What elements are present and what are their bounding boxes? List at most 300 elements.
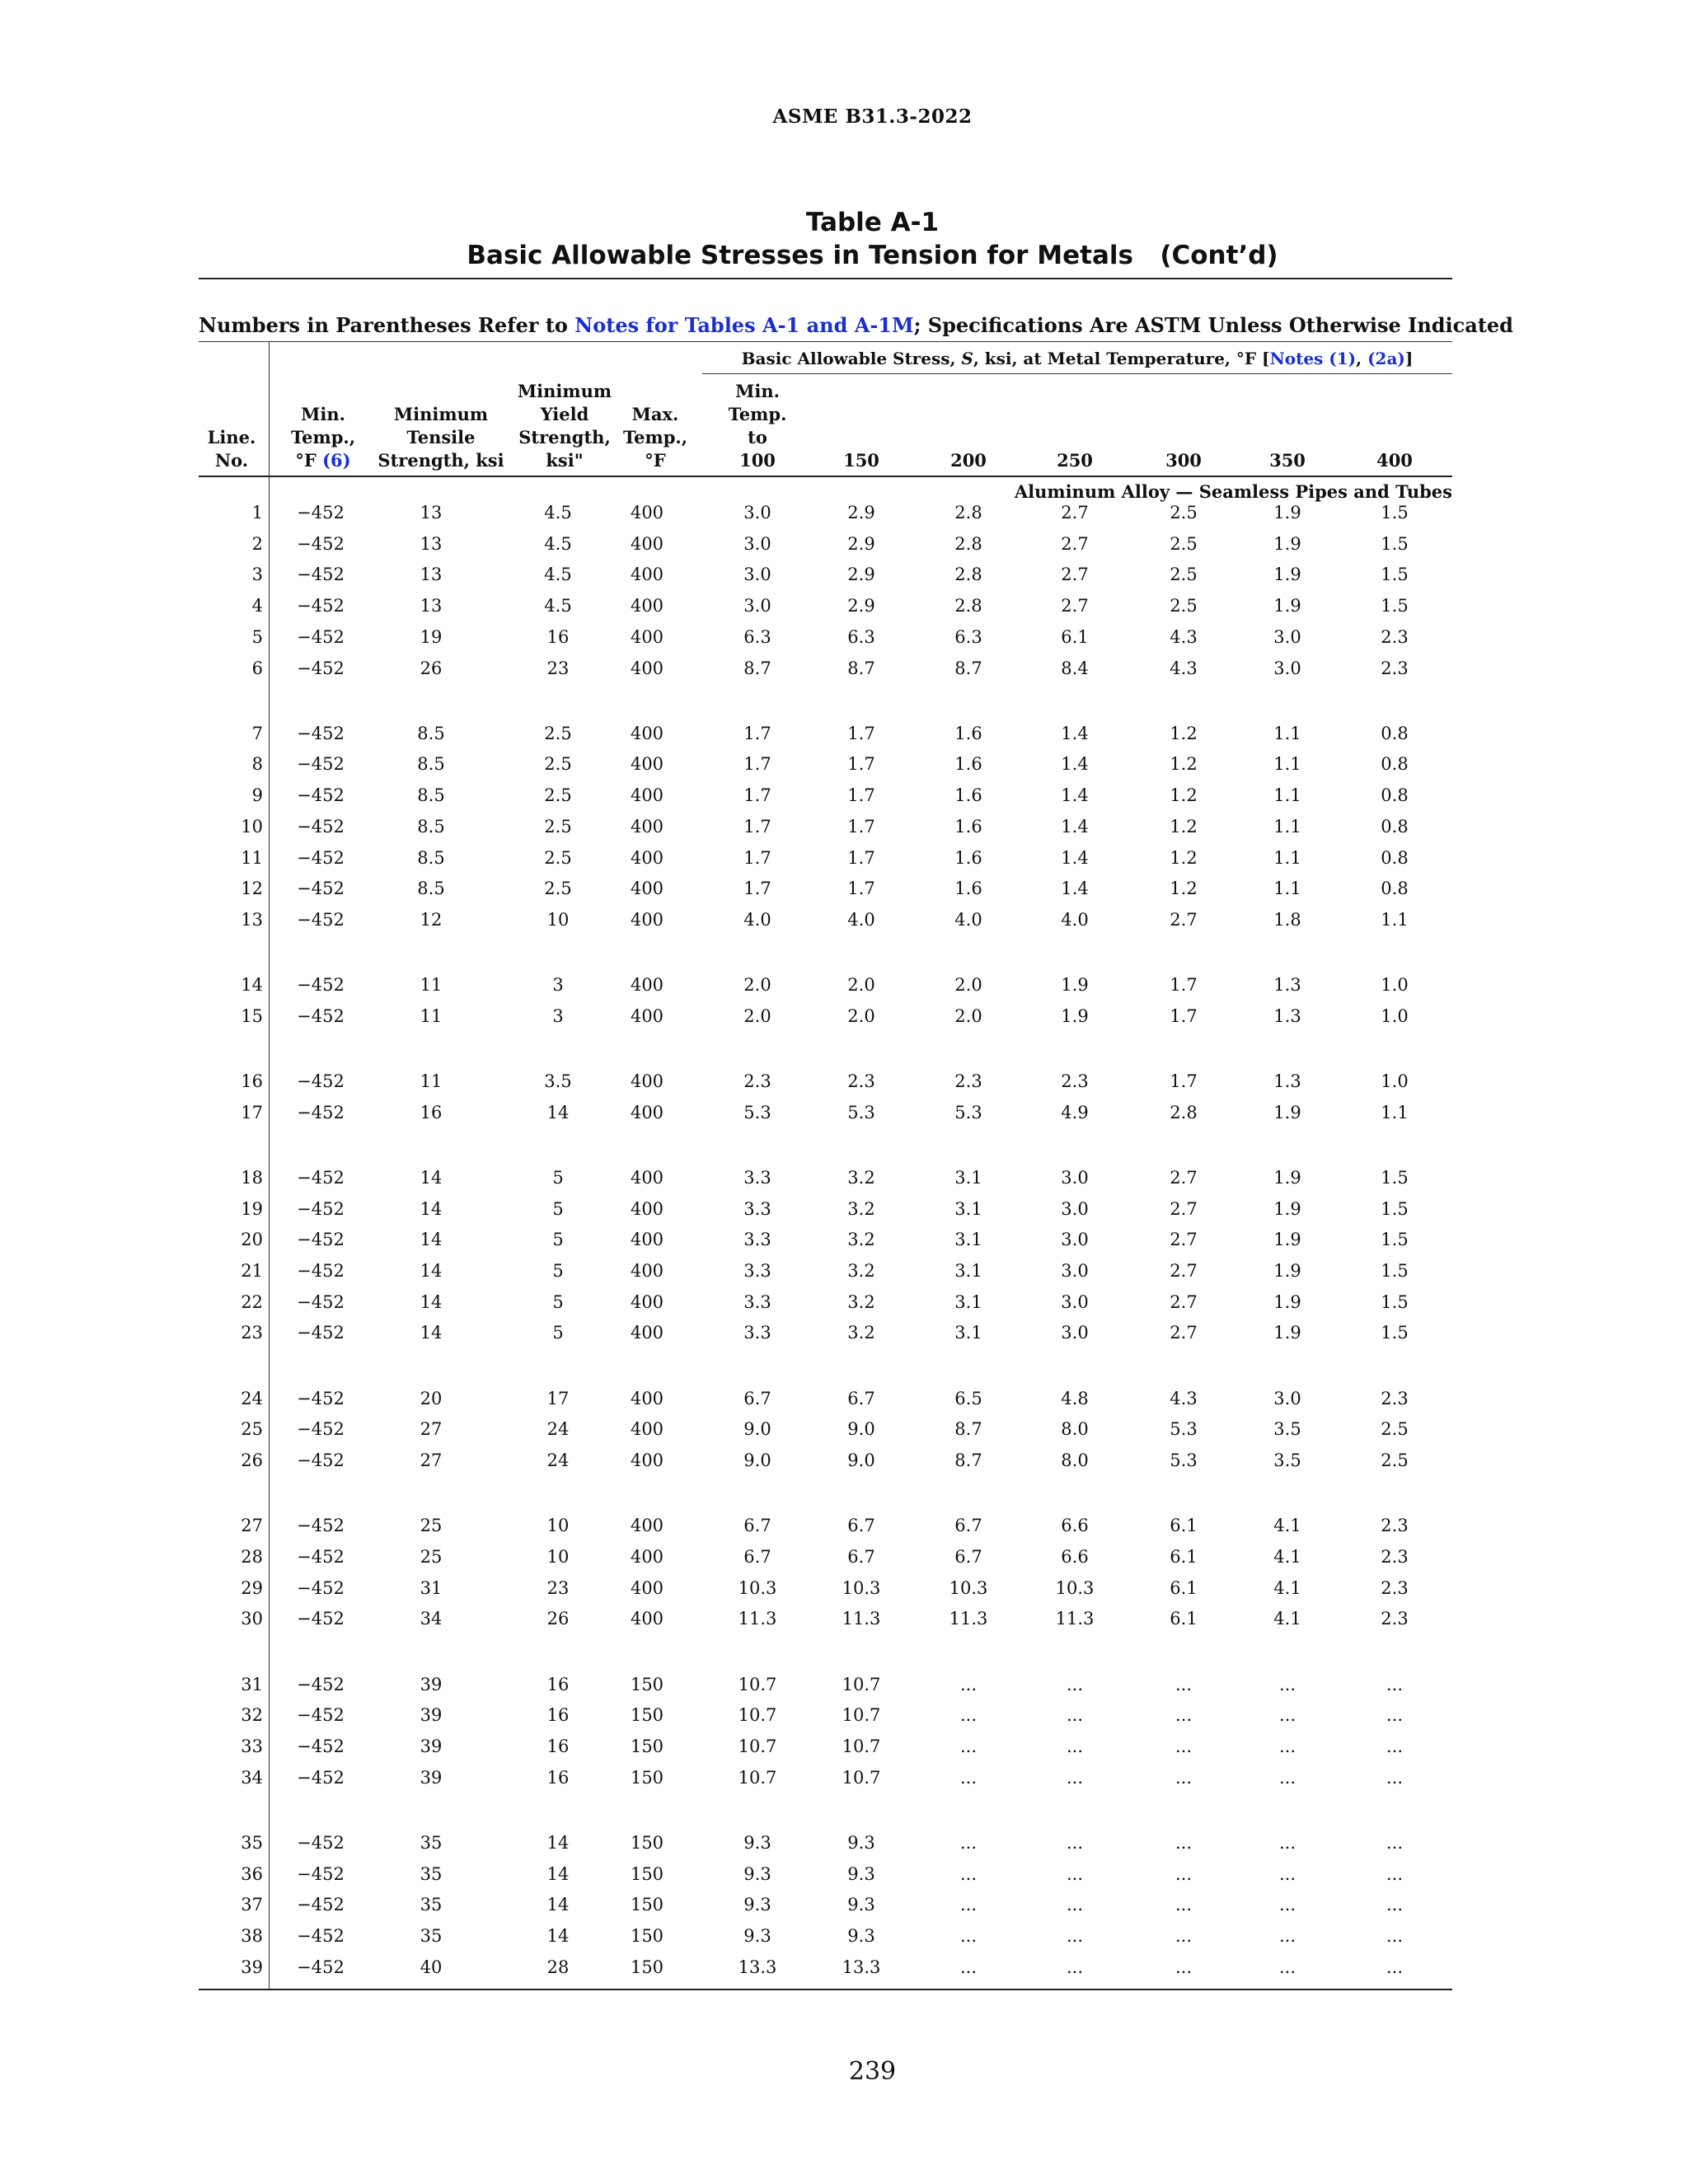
cell-t100: 2.3 bbox=[743, 1071, 771, 1091]
cell-line-no: 27 bbox=[241, 1516, 263, 1535]
cell-t200: 1.6 bbox=[954, 785, 982, 805]
cell-yield: 5 bbox=[552, 1230, 564, 1249]
cell-min-temp: −452 bbox=[297, 724, 345, 743]
table-row bbox=[0, 1163, 1688, 1193]
cell-t100: 1.7 bbox=[743, 785, 771, 805]
cell-t400: 1.5 bbox=[1381, 1292, 1409, 1312]
cell-t100: 10.7 bbox=[738, 1705, 777, 1725]
cell-t100: 9.3 bbox=[743, 1895, 771, 1915]
cell-t350: ... bbox=[1278, 1675, 1296, 1694]
cell-t350: 4.1 bbox=[1273, 1516, 1301, 1535]
table-caption bbox=[0, 239, 1688, 272]
cell-t100: 3.3 bbox=[743, 1230, 771, 1249]
cell-t350: 1.1 bbox=[1273, 785, 1301, 805]
cell-t250: 2.3 bbox=[1061, 1071, 1089, 1091]
cell-t300: 5.3 bbox=[1170, 1451, 1198, 1470]
cell-min-temp: −452 bbox=[297, 910, 345, 930]
cell-t150: 2.9 bbox=[847, 565, 875, 584]
cell-t200: 3.1 bbox=[954, 1292, 982, 1312]
table-row bbox=[0, 1952, 1688, 1982]
cell-min-temp: −452 bbox=[297, 627, 345, 647]
cell-min-temp: −452 bbox=[297, 1864, 345, 1884]
cell-yield: 10 bbox=[546, 1516, 570, 1535]
cell-t200: 8.7 bbox=[954, 1419, 982, 1439]
cell-tensile: 8.5 bbox=[417, 754, 445, 774]
cell-t250: 1.4 bbox=[1061, 754, 1089, 774]
cell-t150: 6.3 bbox=[847, 627, 875, 647]
cell-t150: 10.7 bbox=[842, 1768, 881, 1788]
cell-t150: 1.7 bbox=[847, 879, 875, 898]
cell-t150: 3.2 bbox=[847, 1323, 875, 1343]
cell-t250: 6.1 bbox=[1061, 627, 1089, 647]
bas-post: ] bbox=[1404, 349, 1414, 368]
cell-max-temp: 150 bbox=[630, 1736, 664, 1756]
cell-max-temp: 400 bbox=[630, 724, 664, 743]
cell-t400: ... bbox=[1386, 1705, 1404, 1725]
cell-line-no: 16 bbox=[241, 1071, 263, 1091]
cell-max-temp: 400 bbox=[630, 1547, 664, 1567]
cell-yield: 16 bbox=[546, 627, 570, 647]
cell-yield: 16 bbox=[546, 1768, 570, 1788]
cell-t350: 1.9 bbox=[1273, 1230, 1301, 1249]
cell-t250: 1.4 bbox=[1061, 848, 1089, 868]
cell-t150: 2.0 bbox=[847, 975, 875, 995]
cell-min-temp: −452 bbox=[297, 1768, 345, 1788]
cell-line-no: 20 bbox=[241, 1230, 263, 1249]
cell-t250: 11.3 bbox=[1055, 1609, 1095, 1629]
cell-t300: 2.7 bbox=[1170, 1261, 1198, 1281]
cell-tensile: 35 bbox=[420, 1926, 443, 1946]
cell-yield: 14 bbox=[546, 1895, 570, 1915]
cell-line-no: 37 bbox=[241, 1895, 263, 1915]
cell-t350: 1.1 bbox=[1273, 754, 1301, 774]
cell-t150: 1.7 bbox=[847, 785, 875, 805]
table-row bbox=[0, 1066, 1688, 1096]
cell-t150: 9.0 bbox=[847, 1451, 875, 1470]
table-row bbox=[0, 1256, 1688, 1286]
cell-max-temp: 400 bbox=[630, 1323, 664, 1343]
cell-min-temp: −452 bbox=[297, 785, 345, 805]
table-row bbox=[0, 1542, 1688, 1572]
col-t300: 300 bbox=[1165, 450, 1202, 471]
cell-t300: 4.3 bbox=[1170, 1389, 1198, 1408]
cell-max-temp: 400 bbox=[630, 1419, 664, 1439]
cell-t350: ... bbox=[1278, 1864, 1296, 1884]
cell-t400: 1.5 bbox=[1381, 1199, 1409, 1219]
cell-t100: 6.7 bbox=[743, 1516, 771, 1535]
cell-t250: 3.0 bbox=[1061, 1168, 1089, 1188]
cell-tensile: 14 bbox=[420, 1323, 443, 1343]
table-row bbox=[0, 970, 1688, 1000]
cell-t100: 3.0 bbox=[743, 503, 771, 523]
cell-t150: 6.7 bbox=[847, 1389, 875, 1408]
cell-tensile: 39 bbox=[420, 1768, 443, 1788]
cell-yield: 3 bbox=[552, 975, 564, 995]
cell-t300: ... bbox=[1175, 1833, 1193, 1853]
cell-t250: ... bbox=[1066, 1705, 1084, 1725]
cell-t100: 2.0 bbox=[743, 975, 771, 995]
cell-t250: 1.4 bbox=[1061, 817, 1089, 837]
cell-t200: 10.3 bbox=[949, 1578, 988, 1598]
table-row bbox=[0, 1732, 1688, 1761]
cell-t350: 1.9 bbox=[1273, 1199, 1301, 1219]
table-row bbox=[0, 749, 1688, 779]
cell-t200: 1.6 bbox=[954, 848, 982, 868]
cell-t250: 8.0 bbox=[1061, 1419, 1089, 1439]
cell-t350: ... bbox=[1278, 1768, 1296, 1788]
cell-yield: 23 bbox=[546, 658, 570, 678]
cell-t300: 1.2 bbox=[1170, 817, 1198, 837]
cell-t350: 1.3 bbox=[1273, 975, 1301, 995]
cell-yield: 28 bbox=[546, 1957, 570, 1977]
cell-tensile: 39 bbox=[420, 1736, 443, 1756]
cell-yield: 5 bbox=[552, 1292, 564, 1312]
table-row bbox=[0, 498, 1688, 527]
cell-t400: 1.0 bbox=[1381, 1006, 1409, 1026]
table-row bbox=[0, 874, 1688, 903]
cell-t100: 11.3 bbox=[738, 1609, 777, 1629]
table-row bbox=[0, 1828, 1688, 1858]
cell-yield: 4.5 bbox=[544, 534, 572, 554]
cell-max-temp: 400 bbox=[630, 848, 664, 868]
cell-yield: 14 bbox=[546, 1926, 570, 1946]
table-row bbox=[0, 843, 1688, 873]
cell-t100: 3.3 bbox=[743, 1323, 771, 1343]
cell-max-temp: 150 bbox=[630, 1864, 664, 1884]
cell-max-temp: 400 bbox=[630, 1609, 664, 1629]
cell-max-temp: 400 bbox=[630, 534, 664, 554]
table-row bbox=[0, 1573, 1688, 1603]
cell-yield: 5 bbox=[552, 1323, 564, 1343]
cell-t400: 2.3 bbox=[1381, 1547, 1409, 1567]
cell-max-temp: 150 bbox=[630, 1675, 664, 1694]
cell-line-no: 13 bbox=[241, 910, 263, 930]
cell-t250: 1.9 bbox=[1061, 975, 1089, 995]
cell-t350: 1.9 bbox=[1273, 1261, 1301, 1281]
cell-t100: 1.7 bbox=[743, 817, 771, 837]
cell-t300: 1.2 bbox=[1170, 724, 1198, 743]
cell-t200: 4.0 bbox=[954, 910, 982, 930]
col-t150: 150 bbox=[843, 450, 879, 471]
cell-min-temp: −452 bbox=[297, 1389, 345, 1408]
cell-line-no: 24 bbox=[241, 1389, 263, 1408]
cell-min-temp: −452 bbox=[297, 1957, 345, 1977]
cell-yield: 2.5 bbox=[544, 754, 572, 774]
cell-t150: 1.7 bbox=[847, 724, 875, 743]
allowable-stress-rule bbox=[702, 373, 1452, 374]
cell-t200: 6.5 bbox=[954, 1389, 982, 1408]
table-row bbox=[0, 1700, 1688, 1730]
cell-t250: ... bbox=[1066, 1895, 1084, 1915]
cell-t200: 6.7 bbox=[954, 1516, 982, 1535]
cell-min-temp: −452 bbox=[297, 596, 345, 616]
cell-max-temp: 400 bbox=[630, 1516, 664, 1535]
cell-t250: 4.9 bbox=[1061, 1103, 1089, 1122]
table-title bbox=[0, 206, 1688, 272]
cell-min-temp: −452 bbox=[297, 1578, 345, 1598]
bas-pre: Basic Allowable Stress, bbox=[741, 349, 962, 368]
cell-max-temp: 400 bbox=[630, 1006, 664, 1026]
cell-t200: ... bbox=[959, 1864, 978, 1884]
cell-t100: 6.3 bbox=[743, 627, 771, 647]
cell-min-temp: −452 bbox=[297, 1071, 345, 1091]
cell-t150: 9.3 bbox=[847, 1833, 875, 1853]
cell-t100: 10.7 bbox=[738, 1675, 777, 1694]
cell-t250: 2.7 bbox=[1061, 596, 1089, 616]
table-row bbox=[0, 719, 1688, 748]
cell-min-temp: −452 bbox=[297, 658, 345, 678]
cell-t350: 3.0 bbox=[1273, 1389, 1301, 1408]
cell-t300: 2.7 bbox=[1170, 1168, 1198, 1188]
cell-t350: 3.5 bbox=[1273, 1419, 1301, 1439]
cell-t350: 1.9 bbox=[1273, 1168, 1301, 1188]
cell-t100: 1.7 bbox=[743, 724, 771, 743]
cell-t300: 2.7 bbox=[1170, 1199, 1198, 1219]
section-title: Aluminum Alloy — Seamless Pipes and Tubes bbox=[1014, 481, 1452, 502]
cell-tensile: 13 bbox=[420, 503, 443, 523]
cell-line-no: 17 bbox=[241, 1103, 263, 1122]
cell-line-no: 31 bbox=[241, 1675, 263, 1694]
cell-line-no: 30 bbox=[241, 1609, 263, 1629]
cell-t400: ... bbox=[1386, 1768, 1404, 1788]
cell-t150: 8.7 bbox=[847, 658, 875, 678]
cell-t400: 1.5 bbox=[1381, 1323, 1409, 1343]
col-t400: 400 bbox=[1376, 450, 1413, 471]
cell-t350: 1.9 bbox=[1273, 1292, 1301, 1312]
cell-min-temp: −452 bbox=[297, 1736, 345, 1756]
cell-max-temp: 400 bbox=[630, 1389, 664, 1408]
table-row bbox=[0, 1763, 1688, 1793]
cell-t200: ... bbox=[959, 1675, 978, 1694]
cell-t400: 1.1 bbox=[1381, 1103, 1409, 1122]
cell-t400: 2.3 bbox=[1381, 1609, 1409, 1629]
table-row bbox=[0, 1318, 1688, 1347]
cell-t400: 1.5 bbox=[1381, 1168, 1409, 1188]
cell-tensile: 13 bbox=[420, 565, 443, 584]
cell-t300: 2.7 bbox=[1170, 1323, 1198, 1343]
cell-t300: 5.3 bbox=[1170, 1419, 1198, 1439]
cell-yield: 2.5 bbox=[544, 724, 572, 743]
cell-min-temp: −452 bbox=[297, 1895, 345, 1915]
table-row bbox=[0, 591, 1688, 621]
cell-t350: ... bbox=[1278, 1926, 1296, 1946]
cell-tensile: 8.5 bbox=[417, 848, 445, 868]
cell-t200: 11.3 bbox=[949, 1609, 988, 1629]
cell-t200: 1.6 bbox=[954, 724, 982, 743]
cell-t300: 2.5 bbox=[1170, 565, 1198, 584]
table-row bbox=[0, 529, 1688, 559]
col-t350: 350 bbox=[1269, 450, 1306, 471]
cell-t250: 6.6 bbox=[1061, 1516, 1089, 1535]
cell-t350: 1.9 bbox=[1273, 503, 1301, 523]
cell-t250: 6.6 bbox=[1061, 1547, 1089, 1567]
cell-t250: 1.4 bbox=[1061, 724, 1089, 743]
notes-line-pre: Numbers in Parentheses Refer to bbox=[199, 313, 575, 337]
cell-t350: 1.3 bbox=[1273, 1071, 1301, 1091]
cell-tensile: 8.5 bbox=[417, 785, 445, 805]
cell-tensile: 12 bbox=[420, 910, 443, 930]
title-rule bbox=[199, 278, 1452, 279]
cell-t250: 8.0 bbox=[1061, 1451, 1089, 1470]
cell-tensile: 25 bbox=[420, 1516, 443, 1535]
cell-t350: 3.0 bbox=[1273, 658, 1301, 678]
header-rule bbox=[199, 476, 1452, 477]
cell-t250: 3.0 bbox=[1061, 1292, 1089, 1312]
cell-t200: 1.6 bbox=[954, 754, 982, 774]
cell-max-temp: 400 bbox=[630, 1071, 664, 1091]
table-row bbox=[0, 1511, 1688, 1540]
cell-t100: 6.7 bbox=[743, 1547, 771, 1567]
cell-t150: 9.3 bbox=[847, 1895, 875, 1915]
cell-t350: 1.9 bbox=[1273, 1323, 1301, 1343]
table-row bbox=[0, 560, 1688, 589]
cell-max-temp: 400 bbox=[630, 565, 664, 584]
cell-max-temp: 400 bbox=[630, 503, 664, 523]
cell-t300: 1.7 bbox=[1170, 1006, 1198, 1026]
cell-min-temp: −452 bbox=[297, 1419, 345, 1439]
cell-t200: ... bbox=[959, 1768, 978, 1788]
cell-tensile: 19 bbox=[420, 627, 443, 647]
cell-tensile: 35 bbox=[420, 1833, 443, 1853]
cell-t400: 2.3 bbox=[1381, 1578, 1409, 1598]
cell-t100: 3.3 bbox=[743, 1199, 771, 1219]
cell-tensile: 11 bbox=[420, 1006, 443, 1026]
cell-min-temp: −452 bbox=[297, 1261, 345, 1281]
running-head: ASME B31.3-2022 bbox=[772, 105, 973, 128]
cell-yield: 2.5 bbox=[544, 785, 572, 805]
cell-t250: ... bbox=[1066, 1768, 1084, 1788]
cell-t300: 6.1 bbox=[1170, 1578, 1198, 1598]
cell-yield: 5 bbox=[552, 1261, 564, 1281]
cell-t100: 9.3 bbox=[743, 1864, 771, 1884]
cell-t150: 2.9 bbox=[847, 503, 875, 523]
cell-t300: ... bbox=[1175, 1675, 1193, 1694]
cell-tensile: 8.5 bbox=[417, 879, 445, 898]
cell-min-temp: −452 bbox=[297, 1006, 345, 1026]
notes-line-post: ; Specifications Are ASTM Unless Otherwise Indicated bbox=[913, 313, 1513, 337]
cell-t250: ... bbox=[1066, 1957, 1084, 1977]
cell-t350: 4.1 bbox=[1273, 1547, 1301, 1567]
cell-t300: 2.8 bbox=[1170, 1103, 1198, 1122]
cell-min-temp: −452 bbox=[297, 534, 345, 554]
cell-line-no: 33 bbox=[241, 1736, 263, 1756]
cell-max-temp: 400 bbox=[630, 785, 664, 805]
cell-max-temp: 400 bbox=[630, 1230, 664, 1249]
cell-t150: 1.7 bbox=[847, 754, 875, 774]
cell-line-no: 1 bbox=[251, 503, 263, 523]
cell-t200: ... bbox=[959, 1895, 978, 1915]
cell-t200: 6.7 bbox=[954, 1547, 982, 1567]
cell-yield: 16 bbox=[546, 1675, 570, 1694]
table-row bbox=[0, 1287, 1688, 1317]
cell-t100: 9.3 bbox=[743, 1926, 771, 1946]
cell-t200: 2.8 bbox=[954, 503, 982, 523]
cell-t200: ... bbox=[959, 1705, 978, 1725]
cell-t400: 0.8 bbox=[1381, 785, 1409, 805]
cell-yield: 17 bbox=[546, 1389, 570, 1408]
cell-t100: 13.3 bbox=[738, 1957, 777, 1977]
cell-t200: 3.1 bbox=[954, 1261, 982, 1281]
cell-t250: 4.0 bbox=[1061, 910, 1089, 930]
cell-t300: ... bbox=[1175, 1864, 1193, 1884]
cell-line-no: 2 bbox=[251, 534, 263, 554]
cell-t350: 3.0 bbox=[1273, 627, 1301, 647]
cell-t400: 0.8 bbox=[1381, 754, 1409, 774]
cell-t400: 2.5 bbox=[1381, 1419, 1409, 1439]
table-bottom-rule bbox=[199, 1989, 1452, 1990]
cell-t350: 1.1 bbox=[1273, 848, 1301, 868]
note-6-link[interactable]: (6) bbox=[322, 450, 351, 471]
table-top-rule bbox=[199, 341, 1452, 342]
cell-yield: 4.5 bbox=[544, 565, 572, 584]
cell-t200: 3.1 bbox=[954, 1168, 982, 1188]
cell-t350: ... bbox=[1278, 1736, 1296, 1756]
cell-t100: 2.0 bbox=[743, 1006, 771, 1026]
cell-yield: 14 bbox=[546, 1103, 570, 1122]
cell-t300: ... bbox=[1175, 1705, 1193, 1725]
cell-t300: ... bbox=[1175, 1957, 1193, 1977]
cell-tensile: 8.5 bbox=[417, 724, 445, 743]
cell-line-no: 6 bbox=[251, 658, 263, 678]
cell-yield: 16 bbox=[546, 1736, 570, 1756]
cell-tensile: 27 bbox=[420, 1451, 443, 1470]
cell-t400: 1.5 bbox=[1381, 503, 1409, 523]
col-min-temp-text: Min. Temp., °F bbox=[290, 404, 356, 471]
col-line-no: Line. No. bbox=[207, 427, 256, 471]
cell-t200: 2.8 bbox=[954, 565, 982, 584]
cell-t200: ... bbox=[959, 1926, 978, 1946]
cell-min-temp: −452 bbox=[297, 565, 345, 584]
cell-t400: 0.8 bbox=[1381, 848, 1409, 868]
cell-t100: 3.3 bbox=[743, 1261, 771, 1281]
cell-yield: 23 bbox=[546, 1578, 570, 1598]
cell-t350: ... bbox=[1278, 1705, 1296, 1725]
cell-yield: 3 bbox=[552, 1006, 564, 1026]
cell-tensile: 35 bbox=[420, 1895, 443, 1915]
cell-t300: 1.2 bbox=[1170, 879, 1198, 898]
allowable-stress-header bbox=[702, 349, 1452, 368]
cell-tensile: 40 bbox=[420, 1957, 443, 1977]
cell-max-temp: 150 bbox=[630, 1926, 664, 1946]
cell-yield: 24 bbox=[546, 1419, 570, 1439]
cell-t150: 3.2 bbox=[847, 1199, 875, 1219]
cell-t350: ... bbox=[1278, 1895, 1296, 1915]
cell-t250: 4.8 bbox=[1061, 1389, 1089, 1408]
cell-line-no: 12 bbox=[241, 879, 263, 898]
cell-line-no: 38 bbox=[241, 1926, 263, 1946]
cell-yield: 2.5 bbox=[544, 817, 572, 837]
notes-link[interactable]: Notes for Tables A-1 and A-1M bbox=[574, 313, 914, 337]
cell-t300: 2.7 bbox=[1170, 1230, 1198, 1249]
note-2a-link[interactable]: (2a) bbox=[1367, 349, 1405, 368]
table-row bbox=[0, 1921, 1688, 1951]
cell-tensile: 39 bbox=[420, 1705, 443, 1725]
cell-t100: 5.3 bbox=[743, 1103, 771, 1122]
note-1-link[interactable]: Notes (1) bbox=[1269, 349, 1357, 368]
cell-t150: 9.3 bbox=[847, 1926, 875, 1946]
cell-t400: 2.3 bbox=[1381, 1389, 1409, 1408]
cell-t400: 2.3 bbox=[1381, 627, 1409, 647]
cell-min-temp: −452 bbox=[297, 1675, 345, 1694]
cell-max-temp: 400 bbox=[630, 1199, 664, 1219]
cell-t100: 10.3 bbox=[738, 1578, 777, 1598]
table-row bbox=[0, 654, 1688, 683]
cell-t150: 9.3 bbox=[847, 1864, 875, 1884]
cell-min-temp: −452 bbox=[297, 1199, 345, 1219]
cell-max-temp: 400 bbox=[630, 1103, 664, 1122]
cell-t250: 3.0 bbox=[1061, 1323, 1089, 1343]
cell-line-no: 5 bbox=[251, 627, 263, 647]
